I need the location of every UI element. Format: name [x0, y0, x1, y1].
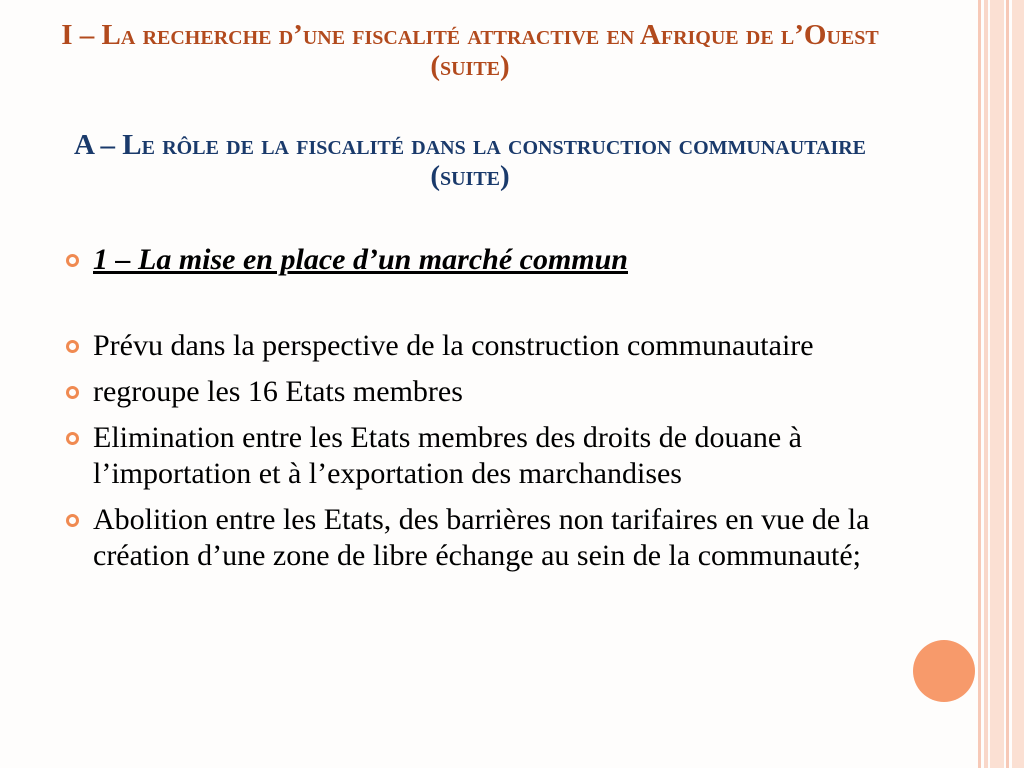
slide-subtitle: A – Le rôle de la fiscalité dans la construction communautaire (suite)	[73, 129, 867, 192]
bullet-list	[62, 242, 922, 574]
bullet-item	[62, 420, 922, 492]
decorative-circle-icon	[913, 640, 975, 702]
bullet-item	[62, 502, 922, 574]
decorative-stripe	[1012, 0, 1024, 768]
bullet-item-heading	[62, 242, 922, 278]
decorative-stripe	[984, 0, 988, 768]
bullet-circle-icon	[66, 514, 79, 527]
decorative-stripe	[1006, 0, 1009, 768]
decorative-stripe	[978, 0, 981, 768]
bullet-text: regroupe les 16 Etats membres	[93, 375, 463, 408]
bullet-circle-icon	[66, 386, 79, 399]
bullet-text: 1 – La mise en place d’un marché commun	[93, 243, 628, 276]
bullet-text: Abolition entre les Etats, des barrières non tarifaires en vue de la création d’une zone de libre échange au sein de la communauté;	[93, 503, 870, 572]
bullet-item	[62, 374, 922, 410]
bullet-text: Prévu dans la perspective de la construction communautaire	[93, 329, 814, 362]
slide-title: I – La recherche d’une fiscalité attractive en Afrique de l’Ouest (suite)	[61, 19, 879, 82]
decorative-stripe	[990, 0, 1004, 768]
bullet-circle-icon	[66, 254, 79, 267]
bullet-circle-icon	[66, 432, 79, 445]
bullet-text: Elimination entre les Etats membres des droits de douane à l’importation et à l’exportation des marchandises	[93, 421, 802, 490]
bullet-circle-icon	[66, 340, 79, 353]
bullet-item	[62, 328, 922, 364]
